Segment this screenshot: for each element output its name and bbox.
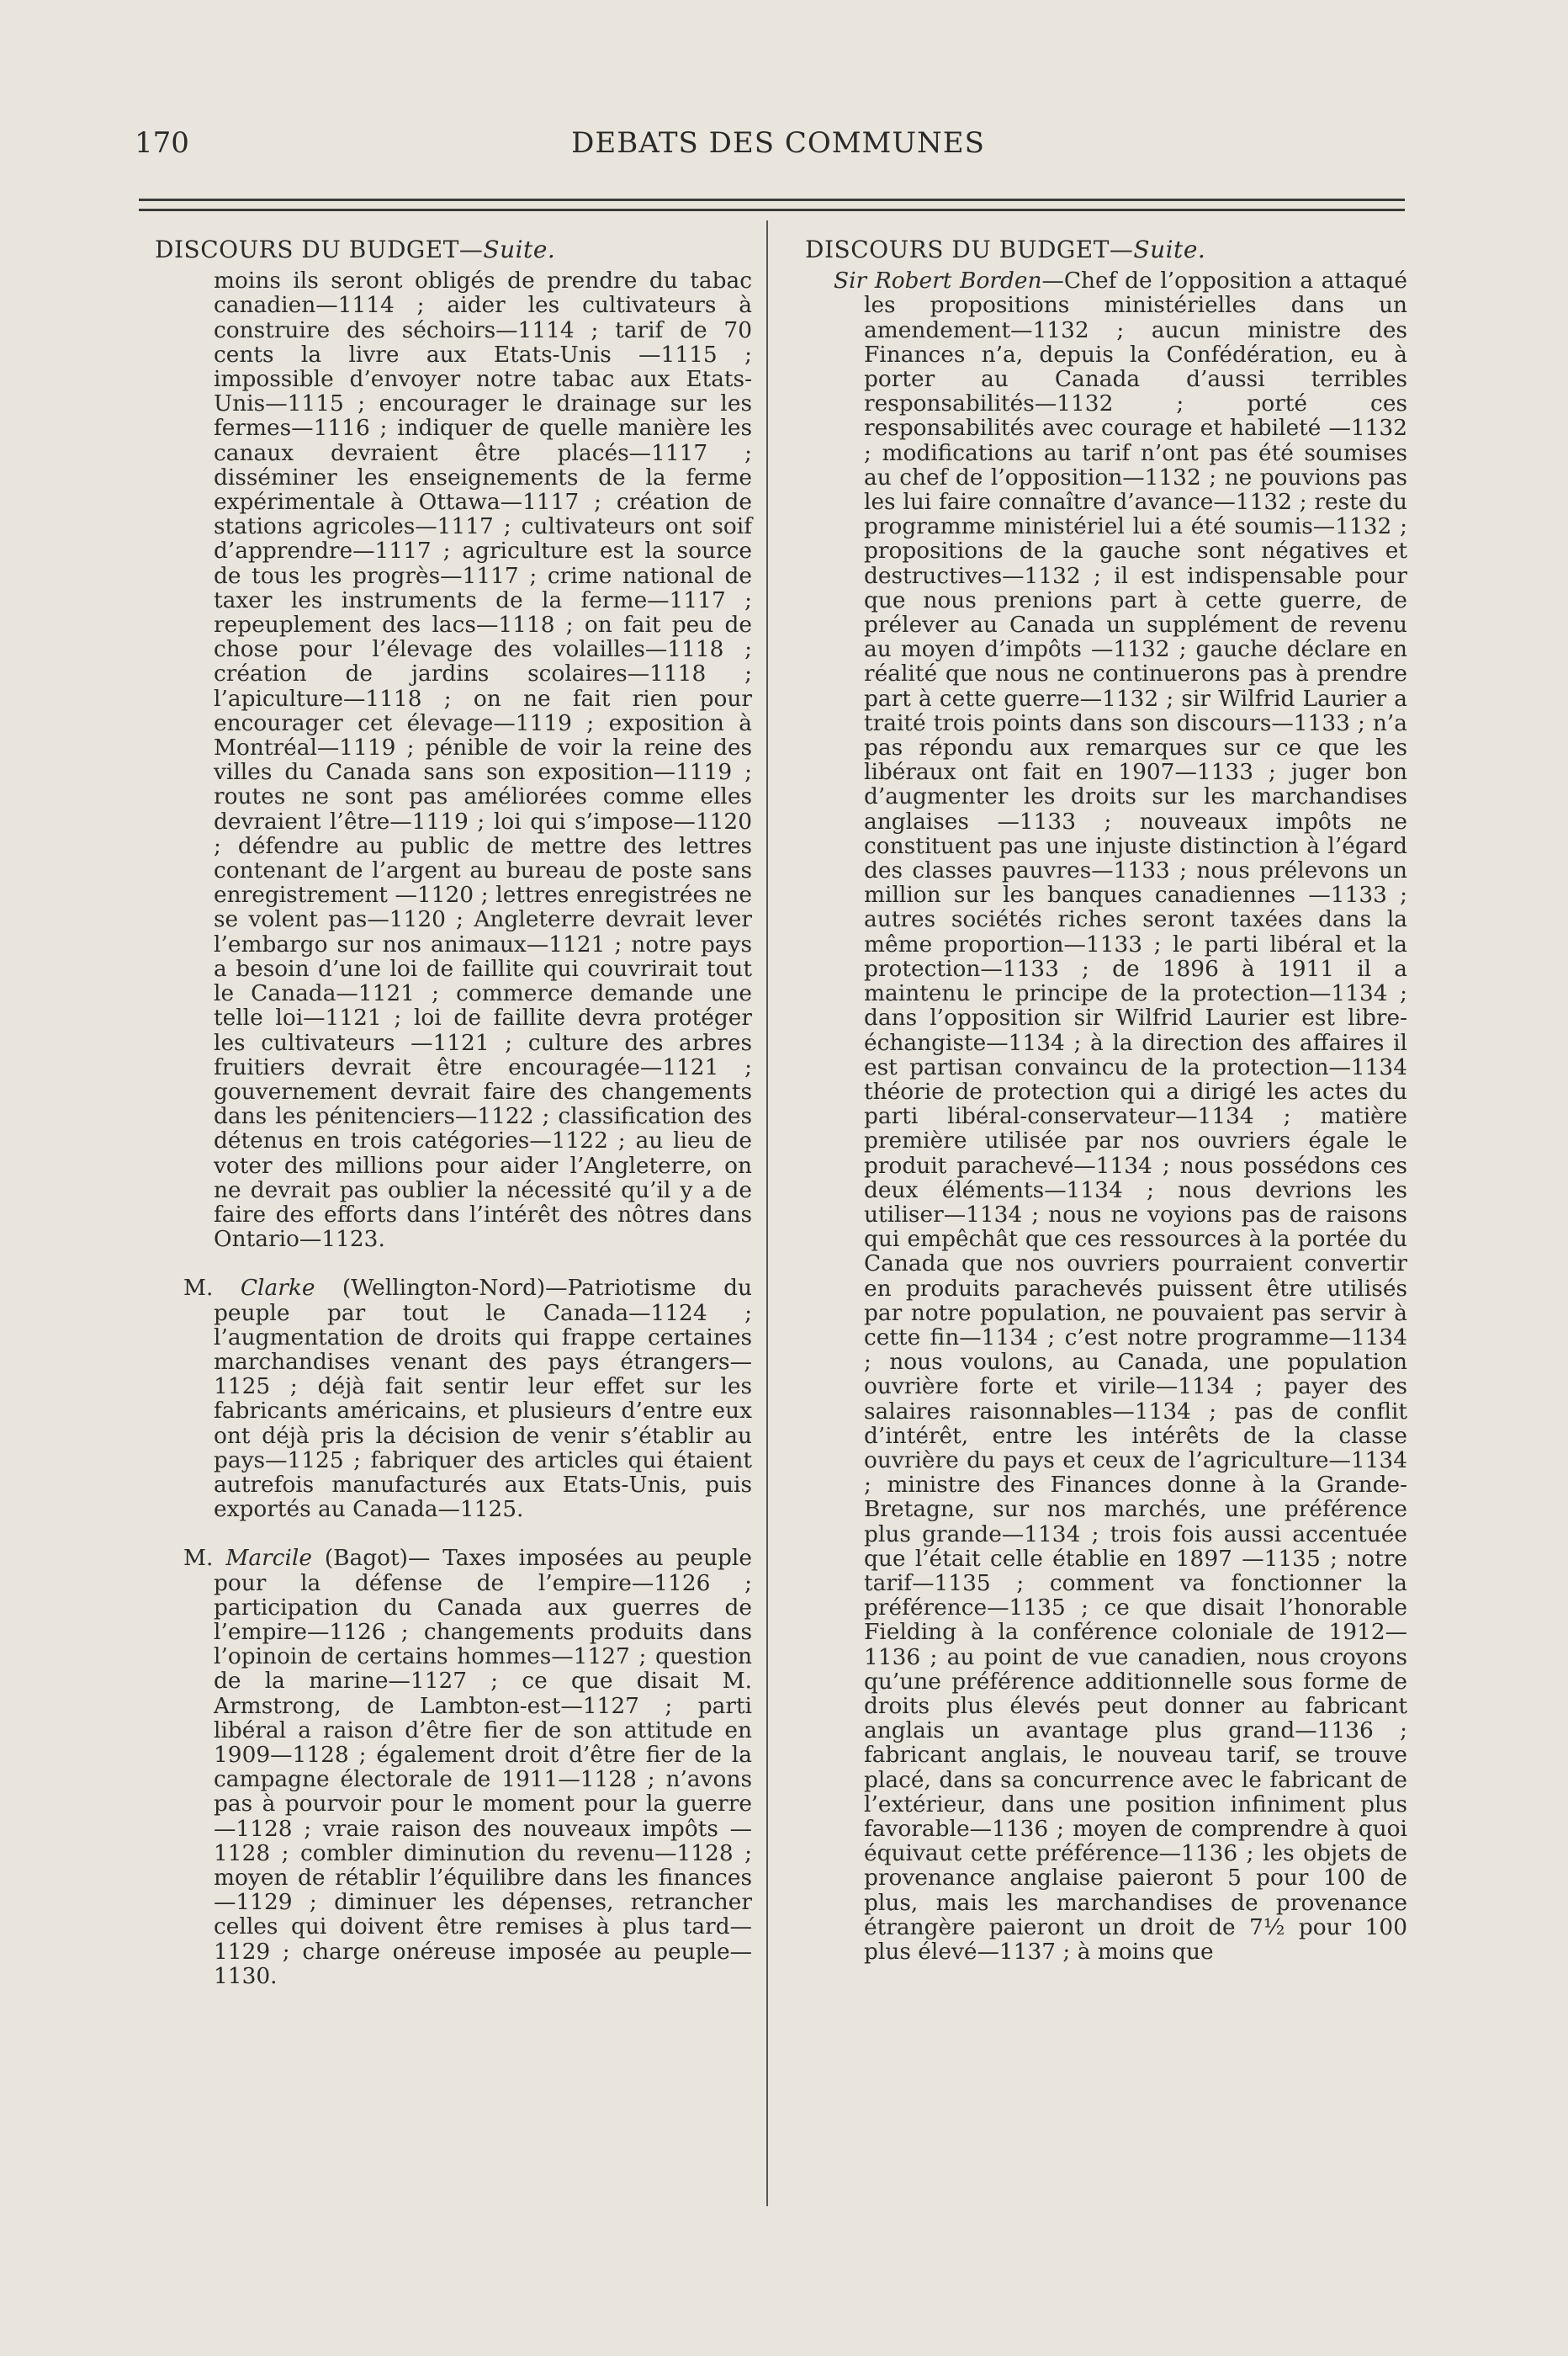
left-column-heading xyxy=(153,237,752,262)
speaker-name: Clarke xyxy=(240,1275,315,1302)
column-divider xyxy=(766,220,768,2206)
header-rule-bottom xyxy=(139,209,1405,211)
heading-suite: Suite. xyxy=(483,236,556,263)
page-header xyxy=(135,126,1422,168)
heading-text: DISCOURS DU BUDGET— xyxy=(805,236,1134,263)
header-rule-top xyxy=(139,199,1405,201)
index-entry xyxy=(803,268,1407,1964)
running-title: DEBATS DES COMMUNES xyxy=(571,126,985,160)
speaker-prefix: M. xyxy=(183,1545,226,1572)
entry-text: moins ils seront obligés de prendre du tabac canadien—1114 ; aider les cultivateurs à construire des séchoirs—1114 ; tarif de 70 cents la livre aux Etats-Unis —1115 ; impossible d’envoyer notre tabac aux Etats-Unis—1115 ; encourager le drainage sur les fermes—1116 ; indiquer de quelle manière les canaux devraient être placés—1117 ; disséminer les enseignements de la ferme expérimentale à Ottawa—1117 ; création de stations agricoles—1117 ; cultivateurs ont soif d’apprendre—1117 ; agriculture est la source de tous les progrès—1117 ; crime national de taxer les instruments de la ferme—1117 ; repeuplement des lacs—1118 ; on fait peu de chose pour l’élevage des volailles—1118 ; création de jardins scolaires—1118 ; l’apiculture—1118 ; on ne fait rien pour encourager cet élevage—1119 ; exposition à Montréal—1119 ; pénible de voir la reine des villes du Canada sans son exposition—1119 ; routes ne sont pas améliorées comme elles devraient l’être—1119 ; loi qui s’impose—1120 ; défendre au public de mettre des lettres contenant de l’argent au bureau de poste sans enregistrement —1120 ; lettres enregistrées ne se volent pas—1120 ; Angleterre devrait lever l’embargo sur nos animaux—1121 ; notre pays a besoin d’une loi de faillite qui couvrirait tout le Canada—1121 ; commerce demande une telle loi—1121 ; loi de faillite devra protéger les cultivateurs —1121 ; culture des arbres fruitiers devrait être encouragée—1121 ; gouvernement devrait faire des changements dans les pénitenciers—1122 ; classification des détenus en trois catégories—1122 ; au lieu de voter des millions pour aider l’Angleterre, on ne devrait pas oublier la nécessité qu’il y a de faire des efforts dans l’intérêt des nôtres dans Ontario—1123. xyxy=(214,268,752,1253)
right-column-heading xyxy=(803,237,1407,262)
left-column xyxy=(153,237,752,2013)
speaker-name: Marcile xyxy=(225,1545,312,1572)
heading-suite: Suite. xyxy=(1133,236,1206,263)
entry-paragraph xyxy=(153,268,752,1251)
page-number: 170 xyxy=(135,126,189,160)
entry-paragraph xyxy=(153,1546,752,1988)
heading-text: DISCOURS DU BUDGET— xyxy=(155,236,484,263)
entry-text: (Wellington-Nord)—Patriotisme du peuple par tout le Canada—1124 ; l’augmentation de droits qui frappe certaines marchandises venant des pays étrangers—1125 ; déjà fait sentir leur effet sur les fabricants américains, et plusieurs d’entre eux ont déjà pris la décision de venir s’établir au pays—1125 ; fabriquer des articles qui étaient autrefois manufacturés aux Etats-Unis, puis exportés au Canada—1125. xyxy=(214,1275,752,1523)
entry-text: (Bagot)— Taxes imposées au peuple pour la défense de l’empire—1126 ; participation du Canada aux guerres de l’empire—1126 ; changements produits dans l’opinoin de certains hommes—1127 ; question de la marine—1127 ; ce que disait M. Armstrong, de Lambton-est—1127 ; parti libéral a raison d’être fier de son attitude en 1909—1128 ; également droit d’être fier de la campagne électorale de 1911—1128 ; n’avons pas à pourvoir pour le moment pour la guerre—1128 ; vraie raison des nouveaux impôts —1128 ; combler diminution du revenu—1128 ; moyen de rétablir l’équilibre dans les finances—1129 ; diminuer les dépenses, retrancher celles qui doivent être remises à plus tard—1129 ; charge onéreuse imposée au peuple—1130. xyxy=(214,1545,752,1989)
index-entry xyxy=(153,1276,752,1521)
index-entry xyxy=(153,268,752,1251)
speaker-prefix: M. xyxy=(183,1275,241,1302)
entry-paragraph xyxy=(153,1276,752,1521)
entry-paragraph xyxy=(803,268,1407,1964)
entry-text: —Chef de l’opposition a attaqué les propositions ministérielles dans un amendement—1132 ; aucun ministre des Finances n’a, depuis la Confédération, eu à porter au Canada d’aussi terribles responsabilités—1132 ; porté ces responsabilités avec courage et habileté —1132 ; modifications au tarif n’ont pas été soumises au chef de l’opposition—1132 ; ne pouvions pas les lui faire connaître d’avance—1132 ; reste du programme ministériel lui a été soumis—1132 ; propositions de la gauche sont négatives et destructives—1132 ; il est indispensable pour que nous prenions part à cette guerre, de prélever au Canada un supplément de revenu au moyen d’impôts —1132 ; gauche déclare en réalité que nous ne continuerons pas à prendre part à cette guerre—1132 ; sir Wilfrid Laurier a traité trois points dans son discours—1133 ; n’a pas répondu aux remarques sur ce que les libéraux ont fait en 1907—1133 ; juger bon d’augmenter les droits sur les marchandises anglaises —1133 ; nouveaux impôts ne constituent pas une injuste distinction à l’égard des classes pauvres—1133 ; nous prélevons un million sur les banques canadiennes —1133 ; autres sociétés riches seront taxées dans la même proportion—1133 ; le parti libéral et la protection—1133 ; de 1896 à 1911 il a maintenu le principe de la protection—1134 ; dans l’opposition sir Wilfrid Laurier est libre-échangiste—1134 ; à la direction des affaires il est partisan convaincu de la protection—1134 théorie de protection qui a dirigé les actes du parti libéral-conservateur—1134 ; matière première utilisée par nos ouvriers égale le produit parachevé—1134 ; nous possédons ces deux éléments—1134 ; nous devrions les utiliser—1134 ; nous ne voyions pas de raisons qui empêchât que ces ressources à la portée du Canada que nos ouvriers pourraient convertir en produits parachevés puissent être utilisés par notre population, ne pouvaient pas servir à cette fin—1134 ; c’est notre programme—1134 ; nous voulons, au Canada, une population ouvrière forte et virile—1134 ; payer des salaires raisonnables—1134 ; pas de conflit d’intérêt, entre les intérêts de la classe ouvrière du pays et ceux de l’agriculture—1134 ; ministre des Finances donne à la Grande-Bretagne, sur nos marchés, une préférence plus grande—1134 ; trois fois aussi accentuée que l’était celle établie en 1897 —1135 ; notre tarif—1135 ; comment va fonctionner la préférence—1135 ; ce que disait l’honorable Fielding à la conférence coloniale de 1912—1136 ; au point de vue canadien, nous croyons qu’une préférence additionnelle sous forme de droits plus élevés peut donner au fabricant anglais un avantage plus grand—1136 ; fabricant anglais, le nouveau tarif, se trouve placé, dans sa concurrence avec le fabricant de l’extérieur, dans une position infiniment plus favorable—1136 ; moyen de comprendre à quoi équivaut cette préférence—1136 ; les objets de provenance anglaise paieront 5 pour 100 de plus, mais les marchandises de provenance étrangère paieront un droit de 7½ pour 100 plus élevé—1137 ; à moins que xyxy=(864,268,1407,1966)
speaker-name: Sir Robert Borden xyxy=(834,268,1042,294)
right-column xyxy=(803,237,1407,1988)
index-entry xyxy=(153,1546,752,1988)
